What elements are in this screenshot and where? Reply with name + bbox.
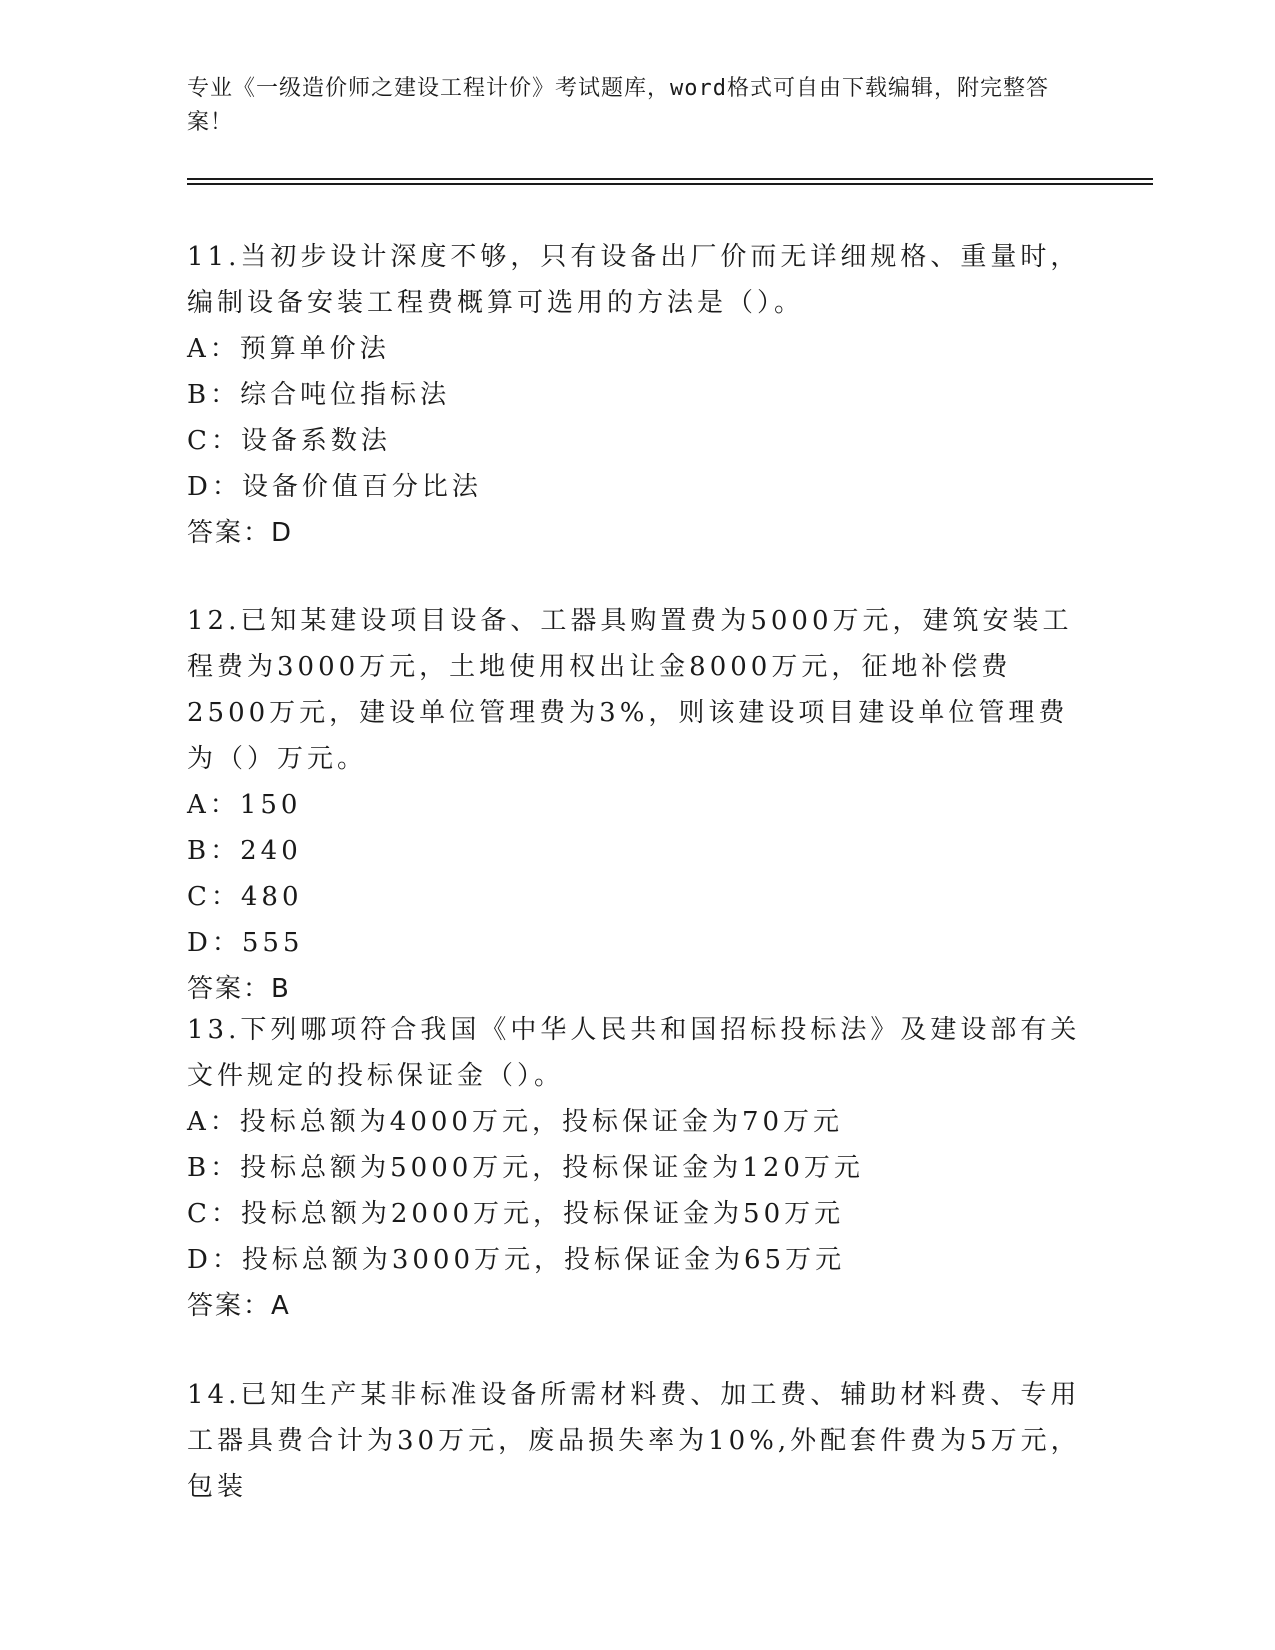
option-d: D：555 <box>187 928 304 958</box>
option-b: B：投标总额为5000万元，投标保证金为120万元 <box>187 1153 864 1183</box>
option-c: C：设备系数法 <box>187 426 391 456</box>
question-stem: 11.当初步设计深度不够，只有设备出厂价而无详细规格、重量时，编制设备安装工程费概算可选用的方法是（）。 <box>187 242 1081 318</box>
question-stem: 12.已知某建设项目设备、工器具购置费为5000万元，建筑安装工程费为3000万元，土地使用权出让金8000万元，征地补偿费2500万元，建设单位管理费为3%，则该建设项目建设单位管理费为（）万元。 <box>187 606 1073 774</box>
question-11 <box>187 234 1087 556</box>
option-c: C：480 <box>187 882 303 912</box>
option-d: D：投标总额为3000万元，投标保证金为65万元 <box>187 1245 846 1275</box>
option-a: A：预算单价法 <box>187 334 390 364</box>
option-a: A：投标总额为4000万元，投标保证金为70万元 <box>187 1107 844 1137</box>
question-13 <box>187 1007 1087 1329</box>
question-14 <box>187 1372 1087 1510</box>
question-stem: 14.已知生产某非标准设备所需材料费、加工费、辅助材料费、专用工器具费合计为30万元，废品损失率为10%,外配套件费为5万元，包装 <box>187 1380 1081 1502</box>
option-b: B：综合吨位指标法 <box>187 380 451 410</box>
answer-line: 答案：B <box>187 974 291 1004</box>
option-c: C：投标总额为2000万元，投标保证金为50万元 <box>187 1199 845 1229</box>
answer-line: 答案：A <box>187 1291 291 1321</box>
header-divider <box>187 178 1153 180</box>
option-a: A：150 <box>187 790 302 820</box>
header-divider-second <box>187 183 1153 185</box>
answer-line: 答案：D <box>187 518 294 548</box>
question-12 <box>187 598 1087 1012</box>
option-d: D：设备价值百分比法 <box>187 472 482 502</box>
question-stem: 13.下列哪项符合我国《中华人民共和国招标投标法》及建设部有关文件规定的投标保证金（）。 <box>187 1015 1081 1091</box>
option-b: B：240 <box>187 836 302 866</box>
document-header: 专业《一级造价师之建设工程计价》考试题库，word格式可自由下载编辑，附完整答案！ <box>187 76 1049 135</box>
